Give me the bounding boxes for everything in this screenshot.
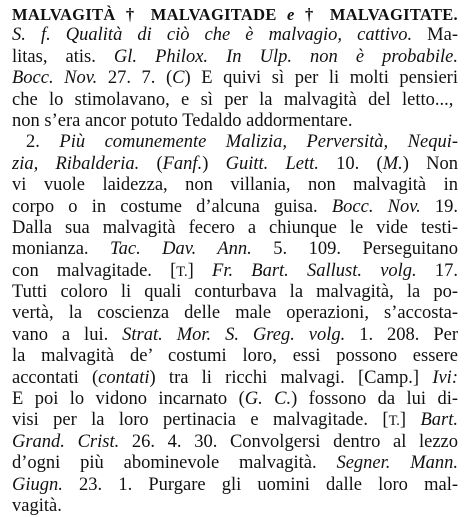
text-segment: Bocc. Nov.: [12, 68, 108, 89]
text-segment: E poi lo vidono incarnato (: [12, 389, 245, 410]
text-segment: 27. 7. (: [107, 68, 173, 89]
text-segment: (: [156, 153, 163, 174]
text-segment: ) tra li ricchi malvagi. [Camp.]: [149, 367, 433, 388]
entry-text-line: [12, 175, 458, 196]
text-segment: contati: [98, 367, 150, 388]
entry-text-line: [12, 368, 458, 389]
text-segment: litas, atis.: [12, 46, 114, 67]
text-segment: Fr. Bart. Sallust. volg.: [212, 260, 435, 281]
text-segment: 17.: [434, 260, 458, 281]
text-segment: Giugn.: [12, 474, 80, 495]
entry-text-line: [12, 25, 458, 46]
text-segment: Gl. Philox. In Ulp. non è probabile.: [113, 46, 458, 67]
entry-headword-line: [12, 4, 458, 25]
entry-text-line: [12, 325, 458, 346]
text-segment: ) fossono da lui di-: [291, 389, 458, 410]
text-segment: corpo o in costume d’alcuna guisa.: [12, 196, 332, 217]
text-segment: MALVAGITÀ: [12, 5, 126, 24]
text-segment: vano a lui.: [12, 324, 123, 345]
text-segment: vertà, la coscienza delle male operazioni, s’accosta-: [12, 303, 458, 324]
text-segment: zia, Ribalderia.: [12, 153, 157, 174]
text-segment: vagità.: [12, 495, 62, 516]
entry-text-line: [12, 389, 458, 410]
entry-text-line: [12, 475, 458, 496]
text-segment: S. f. Qualità di ciò che è malvagio, cattivo.: [12, 25, 428, 46]
text-segment: Tutti coloro li quali conturbava la malvagità, la po-: [12, 282, 458, 303]
text-segment: 23. 1. Purgare gli uomini dalle loro mal-: [79, 474, 458, 495]
entry-text-line: [12, 90, 458, 111]
text-segment: 2.: [26, 132, 60, 153]
text-segment: d’ogni più abominevole malvagità.: [12, 453, 337, 474]
text-segment: con malvagitade. [: [12, 260, 177, 281]
text-segment: † MALVAGITATE.: [304, 5, 458, 24]
entry-text-line: [12, 410, 458, 431]
entry-text-line: [12, 218, 458, 239]
text-segment: ): [202, 153, 226, 174]
text-segment: Tac. Dav. Ann.: [110, 239, 274, 260]
entry-text-line: [12, 282, 458, 303]
text-segment: G. C.: [244, 389, 292, 410]
text-segment: Guitt. Lett.: [225, 153, 337, 174]
entry-text-line: [12, 132, 458, 153]
text-segment: e: [287, 5, 305, 24]
text-segment: 5. 109. Perseguitano: [273, 239, 458, 260]
text-segment: la malvagità de’ costumi loro, essi possono essere: [12, 346, 458, 367]
text-segment: ]: [187, 260, 213, 281]
text-segment: 19.: [434, 196, 458, 217]
dictionary-entry-malvagita: [12, 4, 458, 517]
text-segment: T.: [176, 263, 188, 280]
text-segment: C: [172, 68, 185, 89]
text-segment: T.: [388, 413, 400, 430]
entry-text-line: [12, 453, 458, 474]
entry-text-line: [12, 261, 458, 282]
text-segment: Ivi:: [432, 367, 458, 388]
text-segment: Dalla sua malvagità fecero a chiunque le vide testi-: [12, 217, 458, 238]
text-segment: Bocc. Nov.: [331, 196, 435, 217]
text-segment: accontati (: [12, 367, 99, 388]
text-segment: Bart.: [420, 410, 458, 431]
text-segment: monianza.: [12, 239, 111, 260]
entry-text-line: [12, 47, 458, 68]
entry-text-line: [12, 303, 458, 324]
text-segment: ) Non: [402, 153, 458, 174]
text-segment: non s’era ancor potuto Tedaldo addormentare.: [12, 110, 353, 131]
text-segment: Grand. Crist.: [12, 431, 132, 452]
text-segment: ]: [399, 410, 421, 431]
text-segment: Fanf.: [162, 153, 203, 174]
entry-text-line: [12, 197, 458, 218]
text-segment: 1. 208. Per: [359, 324, 458, 345]
text-segment: vi vuole laidezza, non villania, non malvagità in: [12, 175, 458, 196]
text-segment: † MALVAGITADE: [125, 5, 287, 24]
text-segment: Strat. Mor. S. Greg. volg.: [122, 324, 360, 345]
text-segment: che lo stimolavano, e sì per la malvagità del letto...,: [12, 89, 458, 110]
entry-text-line: [12, 68, 458, 89]
text-segment: Ma-: [427, 25, 458, 46]
text-segment: 26. 4. 30. Convolgersi dentro al lezzo: [131, 431, 458, 452]
text-segment: Più comunemente Malizia, Perversità, Nequi-: [59, 132, 458, 153]
text-segment: 10. (: [336, 153, 383, 174]
text-segment: M.: [382, 153, 403, 174]
entry-text-line: [12, 154, 458, 175]
entry-text-line: [12, 496, 458, 517]
text-segment: Segner. Mann.: [336, 453, 458, 474]
text-segment: ) E quivi sì per li molti pensieri: [184, 68, 458, 89]
entry-text-line: [12, 432, 458, 453]
entry-text-line: [12, 239, 458, 260]
entry-text-line: [12, 111, 458, 132]
entry-text-line: [12, 346, 458, 367]
text-segment: visi per la loro pertinacia e malvagitade. [: [12, 410, 389, 431]
